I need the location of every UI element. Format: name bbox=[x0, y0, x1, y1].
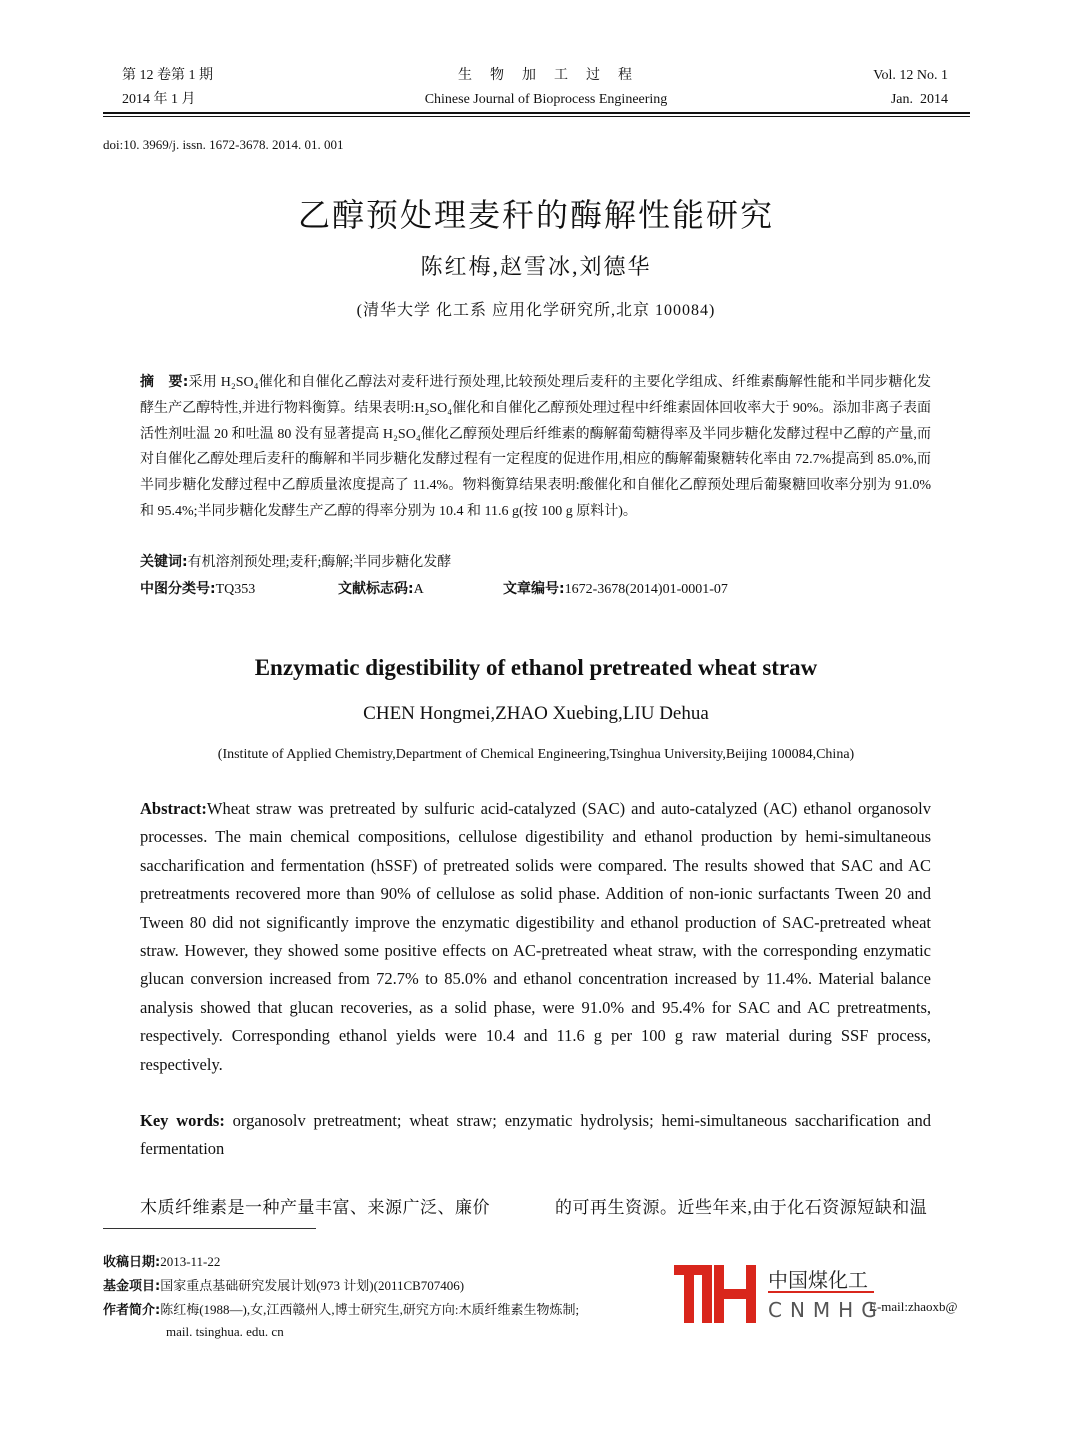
article-number bbox=[503, 578, 728, 598]
abstract-en-text: Wheat straw was pretreated by sulfuric acid-catalyzed (SAC) and auto-catalyzed (AC) ethanol organosolv processes. The main chemical compositions, cellulose digestibility and ethanol production by hemi-simultaneous saccharification and fermentation (hSSF) of pretreated solids were compared. The results showed that SAC and AC pretreatments recovered more than 90% of cellulose as solid phase. Addition of non-ionic surfactants Tween 20 and Tween 80 did not significantly improve the enzymatic digestibility and ethanol production of SAC-pretreated wheat straw. However, they showed some positive effects on AC-pretreated wheat straw, with the corresponding enzymatic glucan conversion increased from 72.7% to 85.0% and ethanol concentration increased by 11.4%. Material balance analysis showed that glucan recoveries, as a solid phase, were 91.0% and 95.4% for SAC and AC pretreatments, respectively. Corresponding ethanol yields were 10.4 and 11.6 g per 100 g raw material during SSF process, respectively. bbox=[140, 799, 931, 1074]
abstract-cn bbox=[140, 370, 931, 525]
affiliation-en: (Institute of Applied Chemistry,Department of Chemical Engineering,Tsinghua University,Beijing 100084,China) bbox=[217, 747, 855, 762]
doc-label: 文献标志码: bbox=[338, 581, 414, 597]
issue-date-cn: 2014 年 1 月 bbox=[122, 92, 196, 107]
article-value: 1672-3678(2014)01-0001-07 bbox=[564, 582, 728, 597]
journal-name-cn: 生 物 加 工 过 程 bbox=[458, 68, 634, 83]
author-email: E-mail:zhaoxb@ bbox=[869, 1299, 958, 1314]
keywords-cn-text: 有机溶剂预处理;麦秆;酶解;半同步糖化发酵 bbox=[187, 555, 452, 570]
abstract-cn-text: 采用 H₂SO₄催化和自催化乙醇法对麦秆进行预处理,比较预处理后麦秆的主要化学组成、纤维素酶解性能和半同步糖化发酵生产乙醇特性,并进行物料衡算。结果表明:H₂SO₄催化和自催化乙醇预处理过程中纤维素固体回收率大于 90%。添加非离子表面活性剂吐温 20 和吐温 80 没有显著提高 H₂SO₄催化乙醇预处理后纤维素的酶解葡萄糖得率及半同步糖化发酵过程中乙醇的产量,而对自催化乙醇处理后麦秆的酶解和半同步糖化发酵过程有一定程度的促进作用,相应的酶解葡聚糖转化率由 72.7%提高到 85.0%,而半同步糖化发酵过程中乙醇质量浓度提高了 11.4%。物料衡算结果表明:酸催化和自催化乙醇预处理后葡聚糖回收率分别为 91.0%和 95.4%;半同步糖化发酵生产乙醇的得率分别为 10.4 和 11.6 g(按 100 g 原料计)。 bbox=[140, 375, 931, 519]
keywords-cn bbox=[140, 551, 451, 571]
logo-text-en: CNMHG bbox=[768, 1298, 885, 1322]
author-value: 陈红梅(1988—),女,江西赣州人,博士研究生,研究方向:木质纤维素生物炼制; bbox=[160, 1302, 580, 1317]
clc-value: TQ353 bbox=[215, 582, 256, 597]
abstract-en bbox=[140, 795, 931, 1079]
affiliation-cn: (清华大学 化工系 应用化学研究所,北京 100084) bbox=[356, 302, 716, 319]
abstract-cn-label: 摘 要: bbox=[140, 374, 189, 390]
fund-label: 基金项目: bbox=[103, 1279, 161, 1294]
title-cn: 乙醇预处理麦秆的酶解性能研究 bbox=[297, 196, 774, 234]
intro-right-column: 的可再生资源。近些年来,由于化石资源短缺和温 bbox=[555, 1198, 928, 1217]
keywords-en-text: organosolv pretreatment; wheat straw; enzymatic hydrolysis; hemi-simultaneous saccharification and fermentation bbox=[140, 1111, 931, 1159]
authors-en: CHEN Hongmei,ZHAO Xuebing,LIU Dehua bbox=[363, 703, 709, 724]
doc-value: A bbox=[413, 582, 424, 597]
article-label: 文章编号: bbox=[503, 581, 565, 597]
watermark-logo bbox=[672, 1263, 972, 1330]
issue-date-en: Jan. 2014 bbox=[890, 92, 948, 107]
clc-label: 中图分类号: bbox=[140, 581, 216, 597]
volume-issue: 第 12 卷第 1 期 bbox=[122, 68, 213, 83]
footnote-rule bbox=[103, 1228, 316, 1229]
author-label: 作者简介: bbox=[103, 1303, 161, 1318]
doi: doi:10. 3969/j. issn. 1672-3678. 2014. 01. 001 bbox=[103, 137, 344, 152]
clc-number bbox=[140, 578, 255, 598]
fund bbox=[103, 1275, 464, 1294]
doc-code bbox=[338, 578, 424, 598]
header-rule-thin bbox=[103, 116, 970, 117]
author-bio bbox=[103, 1299, 579, 1318]
header-rule bbox=[103, 112, 970, 114]
keywords-cn-label: 关键词: bbox=[140, 554, 188, 570]
author-email-continued: mail. tsinghua. edu. cn bbox=[166, 1324, 284, 1339]
keywords-en bbox=[140, 1107, 931, 1164]
keywords-en-label: Key words: bbox=[140, 1111, 225, 1130]
cnmhg-logo-icon bbox=[672, 1263, 972, 1325]
journal-name-en: Chinese Journal of Bioprocess Engineering bbox=[424, 92, 668, 107]
authors-cn: 陈红梅,赵雪冰,刘德华 bbox=[420, 254, 652, 279]
abstract-en-label: Abstract: bbox=[140, 799, 207, 818]
volume-en: Vol. 12 No. 1 bbox=[873, 68, 948, 83]
title-en: Enzymatic digestibility of ethanol pretreated wheat straw bbox=[254, 655, 818, 680]
received-value: 2013-11-22 bbox=[160, 1254, 221, 1269]
logo-text-cn: 中国煤化工 bbox=[768, 1268, 868, 1292]
received-label: 收稿日期: bbox=[103, 1255, 161, 1270]
intro-left-column: 木质纤维素是一种产量丰富、来源广泛、廉价 bbox=[140, 1198, 490, 1217]
received-date bbox=[103, 1251, 220, 1270]
fund-value: 国家重点基础研究发展计划(973 计划)(2011CB707406) bbox=[160, 1278, 465, 1293]
